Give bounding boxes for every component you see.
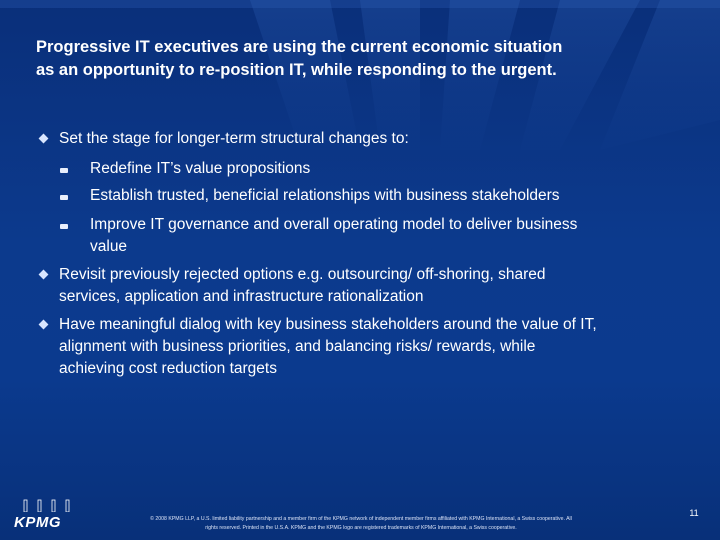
sub-bullet-text [90, 158, 690, 180]
title-line-1: Progressive IT executives are using the current economic situation [36, 38, 563, 56]
bullet-text [59, 128, 699, 150]
bullet-line: Have meaningful dialog with key business stakeholders around the value of IT, [59, 316, 597, 333]
sub-bullet-line: Establish trusted, beneficial relationships with business stakeholders [90, 187, 560, 204]
title-line-2: as an opportunity to re-position IT, while responding to the urgent. [36, 61, 557, 79]
footer [0, 488, 720, 540]
bullet-text [59, 314, 699, 380]
logo-bars-icon [22, 498, 82, 512]
bullet-line: Revisit previously rejected options e.g. outsourcing/ off-shoring, shared [59, 266, 546, 283]
sub-bullet-text [90, 214, 690, 258]
dash-bullet-icon [60, 224, 68, 229]
sub-bullet-line: value [90, 238, 128, 255]
dash-bullet-icon [60, 195, 68, 200]
bullet-line: alignment with business priorities, and balancing risks/ rewards, while [59, 338, 536, 355]
bullet-line: services, application and infrastructure rationalization [59, 288, 424, 305]
copyright-line: rights reserved. Printed in the U.S.A. KPMG and the KPMG logo are registered trademarks of KPMG International, a Swiss cooperative. [205, 525, 517, 531]
page-number: 11 [689, 508, 699, 518]
sub-bullet-line: Improve IT governance and overall operating model to deliver business [90, 216, 578, 233]
logo-text: KPMG [14, 514, 61, 531]
copyright-line: © 2008 KPMG LLP, a U.S. limited liability partnership and a member firm of the KPMG network of independent member firms affiliated with KPMG International, a Swiss cooperative. All [150, 516, 572, 522]
kpmg-logo [14, 496, 84, 536]
copyright-text [116, 515, 606, 533]
slide-title [36, 36, 696, 82]
sub-bullet-text [90, 185, 690, 207]
bullet-line: achieving cost reduction targets [59, 360, 277, 377]
bullet-text [59, 264, 699, 308]
sub-bullet-line: Redefine IT’s value propositions [90, 160, 311, 177]
bullet-line: Set the stage for longer-term structural changes to: [59, 130, 409, 147]
dash-bullet-icon [60, 168, 68, 173]
